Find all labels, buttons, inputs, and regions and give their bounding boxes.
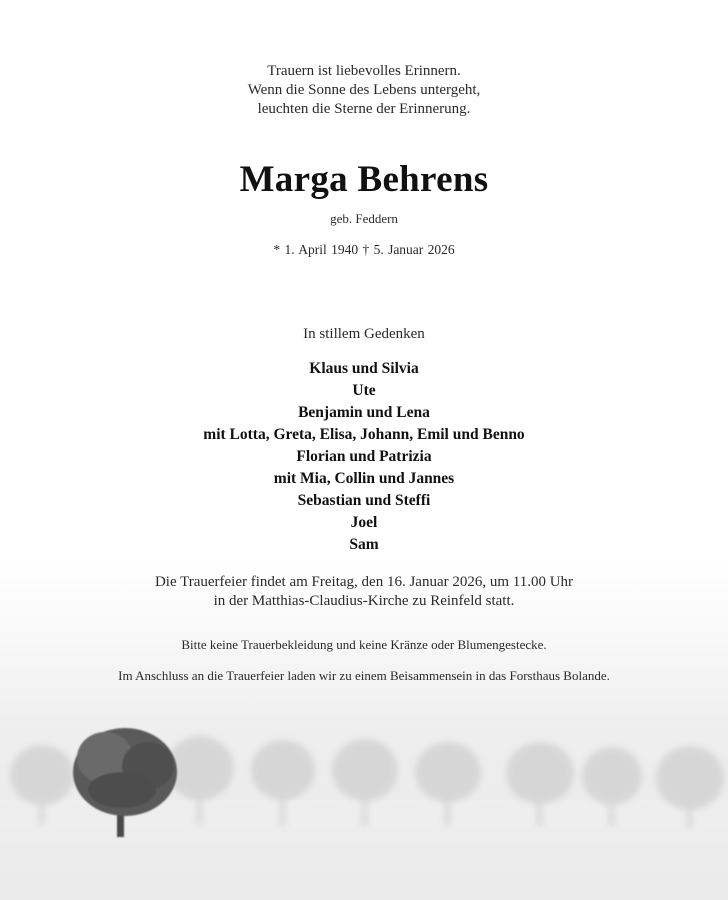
motto-line-2: Wenn die Sonne des Lebens untergeht, xyxy=(247,82,481,98)
service-line-1: Die Trauerfeier findet am Freitag, den 16. Januar 2026, um 11.00 Uhr xyxy=(154,574,574,590)
deceased-name: Marga Behrens xyxy=(239,159,489,200)
motto-line-1: Trauern ist liebevolles Erinnern. xyxy=(267,63,461,79)
mourner-name: Sebastian und Steffi xyxy=(297,492,431,509)
mourner-name: mit Lotta, Greta, Elisa, Johann, Emil und Benno xyxy=(203,426,525,443)
gathering-note: Im Anschluss an die Trauerfeier laden wir zu einem Beisammensein in das Forsthaus Bolande. xyxy=(118,668,610,683)
mourner-name: Benjamin und Lena xyxy=(298,404,430,421)
life-dates: * 1. April 1940 † 5. Januar 2026 xyxy=(273,242,455,257)
mourner-name: Joel xyxy=(350,514,378,531)
mourner-name: Sam xyxy=(349,536,379,553)
mourner-name: Florian und Patrizia xyxy=(296,448,432,465)
mourner-name: mit Mia, Collin und Jannes xyxy=(273,470,455,487)
dress-note: Bitte keine Trauerbekleidung und keine Kränze oder Blumengestecke. xyxy=(181,637,547,652)
service-line-2: in der Matthias-Claudius-Kirche zu Reinfeld statt. xyxy=(213,593,515,609)
mourner-name: Ute xyxy=(352,382,376,399)
maiden-name: geb. Feddern xyxy=(330,211,398,226)
motto-line-3: leuchten die Sterne der Erinnerung. xyxy=(257,101,471,117)
mourner-name: Klaus und Silvia xyxy=(309,360,419,377)
mourners-heading: In stillem Gedenken xyxy=(303,326,425,342)
